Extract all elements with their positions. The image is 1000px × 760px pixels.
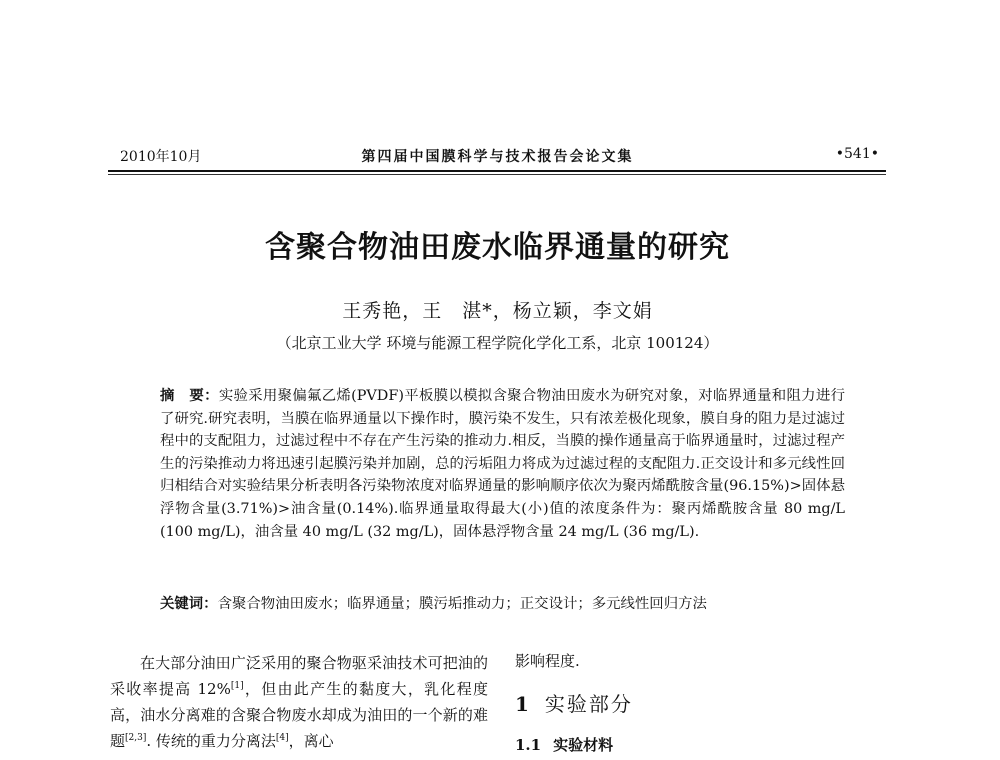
citation-2: [2,3] [125,733,147,743]
journal-name: 第四届中国膜科学与技术报告会论文集 [361,149,634,165]
header-rule-thick [108,170,886,172]
intro-text-1: 在大部分油田广泛采用的聚合物驱采油技术可把油的采收率提高 12% [110,654,488,698]
abstract-text: 实验采用聚偏氟乙烯(PVDF)平板膜以模拟含聚合物油田废水为研究对象，对临界通量和阻力进行了研究.研究表明，当膜在临界通量以下操作时，膜污染不发生，只有浓差极化现象，膜自身的阻力是过滤过程中的支配阻力，过滤过程中不存在产生污染的推动力.相反，当膜的操作通量高于临界通量时，过滤过程产生的污染推动力将迅速引起膜污染并加剧，总的污垢阻力将成为过滤过程的支配阻力.正交设计和多元线性回归相结合对实验结果分析表明各污染物浓度对临界通量的影响顺序依次为聚丙烯酰胺含量(96.15%)>固体悬浮物含量(3.71%)>油含量(0.14%).临界通量取得最大(小)值的浓度条件为：聚丙烯酰胺含量 80 mg/L (100 mg/L)，油含量 40 mg/L (32 mg/L)，固体悬浮物含量 24 mg/L (36 mg/L). [160,388,845,540]
intro-text-4: ，离心 [288,732,334,750]
paper-title: 含聚合物油田废水临界通量的研究 [265,230,730,265]
section-heading [515,688,633,717]
keywords [160,593,845,615]
running-header [110,146,885,168]
section-number: 1 [515,692,531,716]
citation-1: [1] [230,681,244,691]
intro-text-3: . 传统的重力分离法 [146,732,276,750]
page-number: •541• [835,146,879,162]
abstract-label: 摘 要： [160,387,219,404]
header-rule-thin [108,174,886,175]
citation-3: [4] [275,733,289,743]
affiliation: （北京工业大学 环境与能源工程学院化学化工系，北京 100124） [276,334,719,352]
abstract [160,385,845,543]
issue-date: 2010年10月 [120,149,202,165]
author-list: 王秀艳，王 湛*，杨立颖，李文娟 [342,300,653,322]
subsection-heading [515,734,613,755]
subsection-number: 1.1 [515,736,542,754]
keywords-label: 关键词： [160,595,218,612]
keywords-text: 含聚合物油田废水；临界通量；膜污垢推动力；正交设计；多元线性回归方法 [217,596,707,612]
subsection-title: 实验材料 [553,736,614,754]
intro-paragraph [110,650,488,754]
section-title: 实验部分 [544,692,633,716]
intro-text-2: ，但由此产生的黏度大，乳化程度高，油水分离难的含聚合物废水却成为油田的一个新的难题 [110,680,488,750]
right-column-continuation: 影响程度. [515,652,580,670]
